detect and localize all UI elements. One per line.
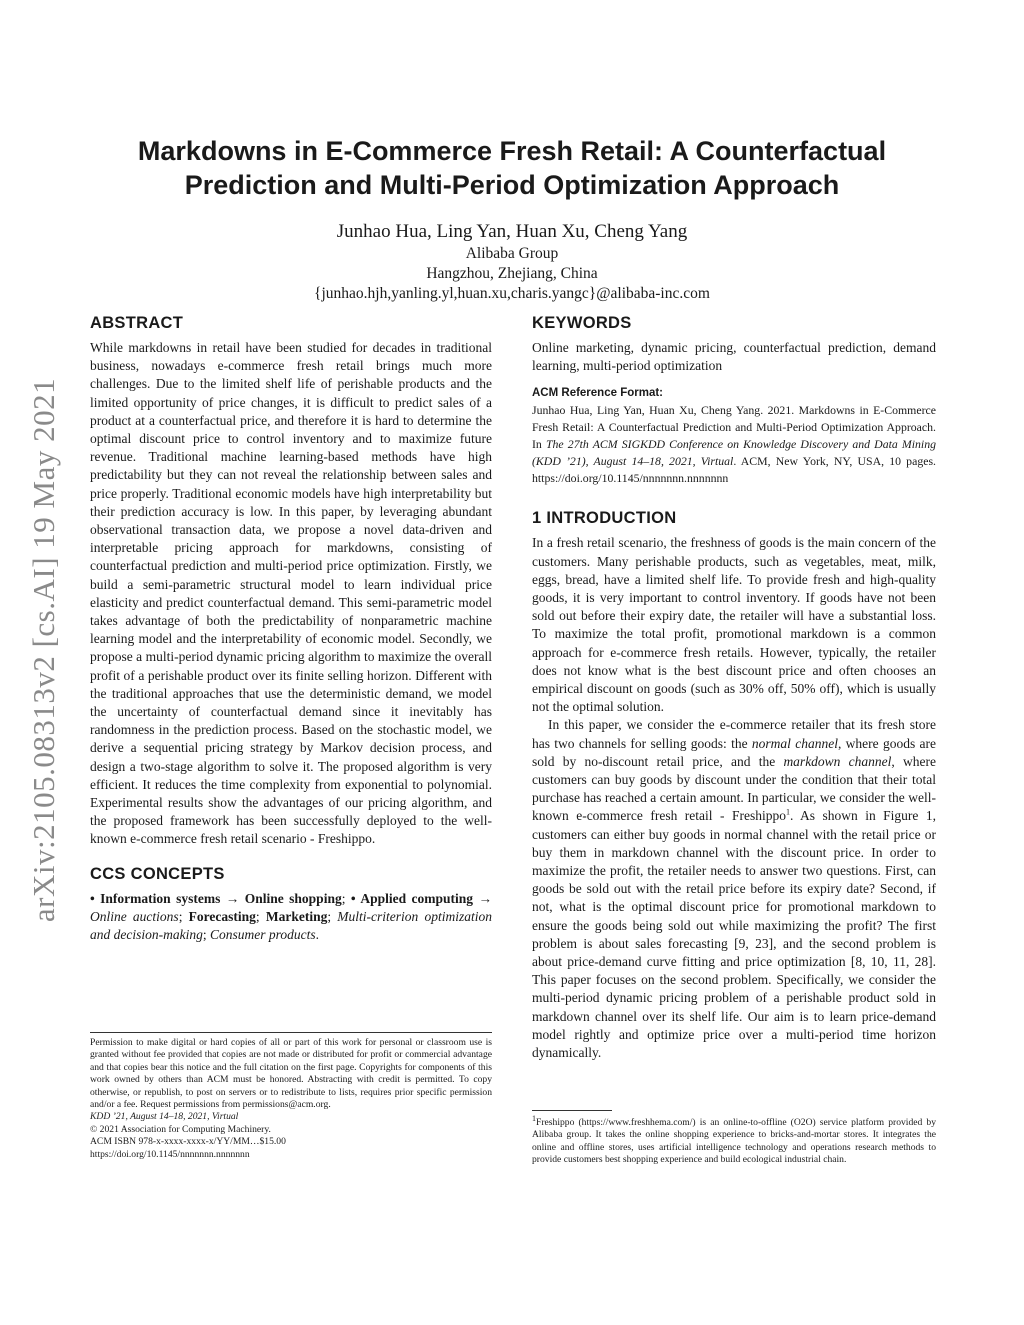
introduction-heading: 1 INTRODUCTION [532,509,677,528]
title-line-1: Markdowns in E-Commerce Fresh Retail: A Counterfactual [137,136,887,166]
acm-reference-text [532,402,936,487]
location: Hangzhou, Zhejiang, China [426,265,598,282]
acm-ref-part1: Junhao Hua, Ling Yan, Huan Xu, Cheng Yang. 2021. Markdowns in E-Commerce Fresh Retail: A Counterfactual Prediction and Multi-Period Optimization Approach. In [532,403,936,452]
author-names: Junhao Hua, Ling Yan, Huan Xu, Cheng Yang [336,221,688,242]
footnote-body: Freshippo (https://www.freshhema.com/) is an online-to-offline (O2O) service platform provided by Alibaba group. It takes the online shopping experience to bricks-and-mortar stores. It integrates the online and offline stores, uses artificial intelligence technology and operations research methods to provide customers best shopping experience and build ecological industrial chain. [532,1117,936,1166]
permission-copyright: © 2021 Association for Computing Machinery. [90,1123,271,1135]
intro-p2-g: . As shown in Figure 1, customers can either buy goods in normal channel with the retail price or buy them in markdown channel with the discount price. In order to maximize the profit, the retailer needs to answer two questions. First, can goods be sold out with the retail price before its expiry date? Second, if not, what is the optimal discount price for promotional markdown to ensure the goods being sold out while maximizing the profit? The first problem is about sales forecasting [9, 23], and the second problem is about price-demand curve fitting and price optimization [8, 10, 11, 28]. This paper focuses on the second problem. Specifically, we consider the multi-period dynamic pricing problem of a perishable product sold in markdown channel over its shelf life. Our aim is to learn price-demand model rightly and optimize price over a multi-period time horizon dynamically. [532,808,936,1061]
title-line-2: Prediction and Multi-Period Optimization Approach [184,170,840,200]
ccs-sep-3: ; [255,908,266,924]
ccs-sep-2: ; [178,908,189,924]
intro-p2-a: In this paper, we consider the e-commerce retailer that its fresh store has two channels for selling goods: the [532,717,936,751]
permission-text: Permission to make digital or hard copies of all or part of this work for personal or classroom use is granted without fee provided that copies are not made or distributed for profit or commercial advantage and that copies bear this notice and the full citation on the first page. Copyrights for components of this work owned by others than ACM must be honored. Abstracting with credit is permitted. To copy otherwise, or republish, to post on servers or to redistribute to lists, requires prior specific permission and/or a fee. Request permissions from permissions@acm.org. [90,1037,492,1111]
ccs-term-4: Forecasting [188,908,256,924]
arxiv-stamp [22,350,66,950]
footnote-ref: 1 [785,807,790,817]
keywords-text: Online marketing, dynamic pricing, counterfactual prediction, demand learning, multi-period optimization [532,340,936,374]
paper-title [90,134,934,202]
affiliation: Alibaba Group [465,245,559,262]
ccs-heading: CCS CONCEPTS [90,864,225,883]
arxiv-id-text: arXiv:2105.08313v2 [cs.AI] 19 May 2021 [26,377,61,923]
permission-venue: KDD ’21, August 14–18, 2021, Virtual [90,1111,239,1123]
ccs-term-3: Online auctions [90,908,179,924]
ccs-sep-1: ; [341,890,351,906]
author-emails: {junhao.hjh,yanling.yl,huan.xu,charis.yangc}@alibaba-inc.com [314,285,710,302]
permission-isbn: ACM ISBN 978-x-xxxx-xxxx-x/YY/MM…$15.00 [90,1136,286,1148]
right-column [532,314,936,1062]
permission-block [90,1032,492,1161]
intro-p2-e: , where customers can buy goods by discount under the condition that their total purchase has reached a certain amount. In particular, we consider the well-known e-commerce fresh retail - Freshippo [532,753,936,824]
permission-doi: https://doi.org/10.1145/nnnnnnn.nnnnnnn [90,1148,250,1160]
intro-paragraph-1: In a fresh retail scenario, the freshness of goods is the main concern of the customers. Many perishable products, such as vegetables, meat, milk, eggs, bread, have a limited shelf life. To provide fresh and high-quality goods, it is very important to control inventory. If goods have not been sold out before their expiry date, the retailer will have a substantial loss. To maximize the total profit, promotional markdown is a common approach for e-commerce fresh retails. However, typically, the retailer does not know what is the best discount price and often chooses an empirical discount on goods (such as 30% off, 50% off), which is usually not the optimal solution. [532,535,936,715]
permission-rule [90,1032,492,1033]
ccs-end: . [315,927,320,943]
acm-ref-venue: The 27th ACM SIGKDD Conference on Knowledge Discovery and Data Mining (KDD ’21), August 14–18, 2021, Virtual [532,437,936,469]
intro-normal-channel: normal channel [751,735,838,751]
acm-reference-heading: ACM Reference Format: [532,387,663,400]
ccs-sep-5: ; [202,927,210,943]
ccs-term-2: • Applied computing → [350,890,492,906]
ccs-concepts [90,890,492,945]
ccs-term-7: Consumer products [210,927,316,943]
footnote-mark: 1 [532,1113,536,1123]
ccs-term-1: • Information systems → Online shopping [90,890,342,906]
footnote-rule [532,1110,612,1111]
ccs-sep-4: ; [327,908,338,924]
ccs-term-5: Marketing [265,908,328,924]
ccs-term-6: Multi-criterion optimization and decision-making [90,908,492,943]
abstract-text: While markdowns in retail have been studied for decades in traditional business, nowadays e-commerce fresh retail brings much more challenges. Due to the limited shelf life of perishable products and the limited opportunity of price changes, it is difficult to predict sales of a product at a counterfactual price, and therefore it is hard to determine the optimal discount price to control inventory and to maximize future revenue. Traditional machine learning-based methods have high predictability but they can not reveal the relationship between sales and price properly. Traditional economic models have high interpretability but their prediction accuracy is low. In this paper, by leveraging abundant observational transaction data, we propose a novel data-driven and interpretable pricing approach for markdowns, consisting of counterfactual prediction and multi-period price optimization. Firstly, we build a semi-parametric structural model to learn individual price elasticity and predict counterfactual demand. This semi-parametric model takes advantage of both the predictability of nonparametric machine learning model and the interpretability of economic model. Secondly, we propose a multi-period dynamic pricing algorithm to maximize the overall profit of a perishable product over its finite selling horizon. Different with the traditional approaches that use the deterministic demand, we model the uncertainty of counterfactual demand since it inevitably has randomness in the prediction process. Based on the stochastic model, we derive a sequential pricing strategy by Markov decision process, and design a two-stage algorithm to solve it. The proposed algorithm is very efficient. It reduces the time complexity from exponential to polynomial. Experimental results show the advantages of our pricing algorithm, and the proposed framework has been successfully deployed to the well-known e-commerce fresh retail scenario - Freshippo. [90,340,492,847]
footnote-block [532,1110,936,1167]
intro-p2-c: , where goods are sold by no-discount retail price, and the [532,735,936,769]
abstract-heading: ABSTRACT [90,314,184,332]
footnote-text [532,1113,936,1167]
keywords-heading: KEYWORDS [532,314,632,332]
intro-paragraph-2 [532,716,936,1062]
intro-markdown-channel: markdown channel [783,753,892,769]
left-column [90,314,492,944]
author-block [90,220,934,304]
acm-ref-part2: . ACM, New York, NY, USA, 10 pages. https://doi.org/10.1145/nnnnnnn.nnnnnnn [532,454,936,486]
